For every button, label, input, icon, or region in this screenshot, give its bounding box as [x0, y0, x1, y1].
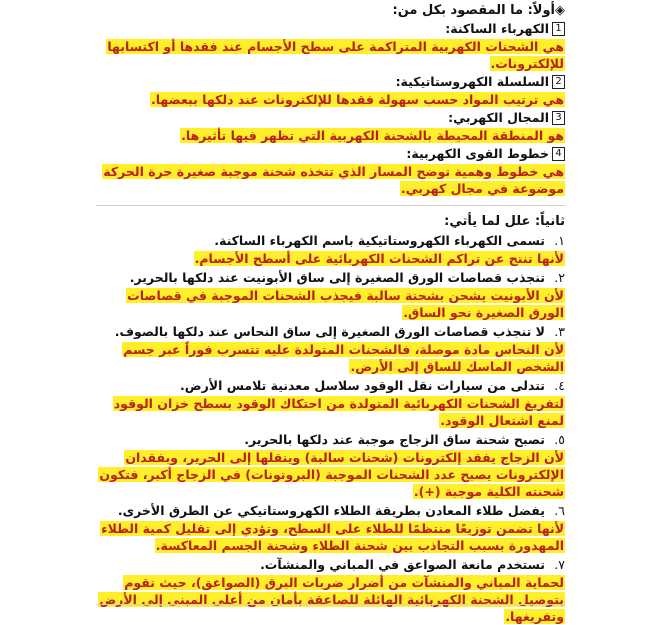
definition-answer: هو المنطقة المحيطة بالشحنة الكهربية التي تظهر فيها تأثيرها. [181, 128, 564, 143]
term-label: خطوط القوى الكهربية: [406, 146, 549, 161]
reason-item-5 [96, 431, 565, 500]
question-number: ٥. [554, 432, 565, 447]
question-text: لا تنجذب قصاصات الورق الصغيرة إلى ساق النحاس عند دلكها بالصوف. [114, 324, 545, 339]
reason-answer: لأن الزجاج يفقد إلكترونات (شحنات سالبة) وينقلها إلى الحرير، وبفقدان الإلكترونات يصبح عدد الشحنات الموجبة (البروتونات) في الزجاج أكبر، فتكون شحنته الكلية موجبة (+). [99, 450, 564, 499]
term-label: الكهرباء الساكنة: [445, 21, 549, 36]
question-text: تصبح شحنة ساق الزجاج موجبة عند دلكها بالحرير. [244, 432, 545, 447]
reason-item-6 [96, 502, 565, 554]
reason-answer: لحماية المباني والمنشآت من أضرار ضربات البرق (الصواعق)، حيث تقوم بتوصيل الشحنة الكهربائية الهائلة للصاعقة بأمان من أعلى المبنى إلى الأرض وتفريغها. [99, 575, 564, 624]
item-number-box: 4 [552, 147, 565, 161]
reason-item-1 [96, 232, 565, 267]
definition-answer: هي خطوط وهمية توضح المسار الذي تتخذه شحنة موجبة صغيرة حرة الحركة موضوعة في مجال كهربي. [103, 164, 564, 196]
item-number-box: 3 [552, 111, 565, 125]
reason-item-2 [96, 269, 565, 321]
question-text: تنجذب قصاصات الورق الصغيرة إلى ساق الأبونيت عند دلكها بالحرير. [129, 270, 545, 285]
reason-item-4 [96, 377, 565, 429]
reason-answer: لأن الأبونيت يشحن بشحنة سالبة فيجذب الشحنات الموجبة في قصاصات الورق الصغيرة نحو الساق. [127, 288, 564, 320]
question-text: تسمى الكهرباء الكهروستاتيكية باسم الكهرباء الساكنة. [214, 233, 545, 248]
question-number: ٤. [554, 378, 565, 393]
reason-item-7 [96, 556, 565, 625]
question-number: ٢. [554, 270, 565, 285]
question-number: ٧. [554, 557, 565, 572]
question-text: تستخدم مانعة الصواعق في المباني والمنشآت. [260, 557, 545, 572]
question-number: ٦. [554, 503, 565, 518]
question-text: تتدلى من سيارات نقل الوقود سلاسل معدنية تلامس الأرض. [180, 378, 545, 393]
definition-item-2 [96, 74, 565, 108]
bottom-divider [96, 604, 565, 605]
term-label: السلسلة الكهروستاتيكية: [395, 74, 549, 89]
diamond-icon: ◈ [555, 3, 565, 18]
definition-answer: هي الشحنات الكهربية المتراكمة على سطح الأجسام عند فقدها أو اكتسابها للإلكترونات. [107, 39, 564, 71]
section2-title: ثانياً: علل لما يأتي: [444, 214, 565, 229]
definition-item-3 [96, 110, 565, 144]
definition-answer: هي ترتيب المواد حسب سهولة فقدها للإلكترونات عند دلكها ببعضها. [150, 92, 564, 107]
section-divider [96, 205, 565, 206]
item-number-box: 1 [552, 22, 565, 36]
reason-item-3 [96, 323, 565, 375]
term-label: المجال الكهربي: [448, 110, 549, 125]
question-text: يفضل طلاء المعادن بطريقة الطلاء الكهروستاتيكي عن الطرق الأخرى. [117, 503, 545, 518]
definition-item-1 [96, 21, 565, 72]
reason-answer: لأن النحاس مادة موصلة، فالشحنات المتولدة عليه تتسرب فوراً عبر جسم الشخص الماسك للساق إلى الأرض. [123, 342, 564, 374]
reason-answer: لأنها تضمن توزيعًا منتظمًا للطلاء على السطح، وتؤدي إلى تقليل كمية الطلاء المهدورة بسبب التجاذب بين شحنة الطلاء وشحنة الجسم المعاكسة. [101, 521, 564, 553]
section1-title: ◈أولاً: ما المقصود بكل من: [392, 3, 565, 18]
item-number-box: 2 [552, 75, 565, 89]
question-number: ١. [554, 233, 565, 248]
reason-answer: لأنها تنتج عن تراكم الشحنات الكهربائية على أسطح الأجسام. [194, 251, 564, 266]
question-number: ٣. [554, 324, 565, 339]
definition-item-4 [96, 146, 565, 197]
reason-answer: لتفريغ الشحنات الكهربائية المتولدة من احتكاك الوقود بسطح خزان الوقود لمنع اشتعال الوقود. [113, 396, 564, 428]
